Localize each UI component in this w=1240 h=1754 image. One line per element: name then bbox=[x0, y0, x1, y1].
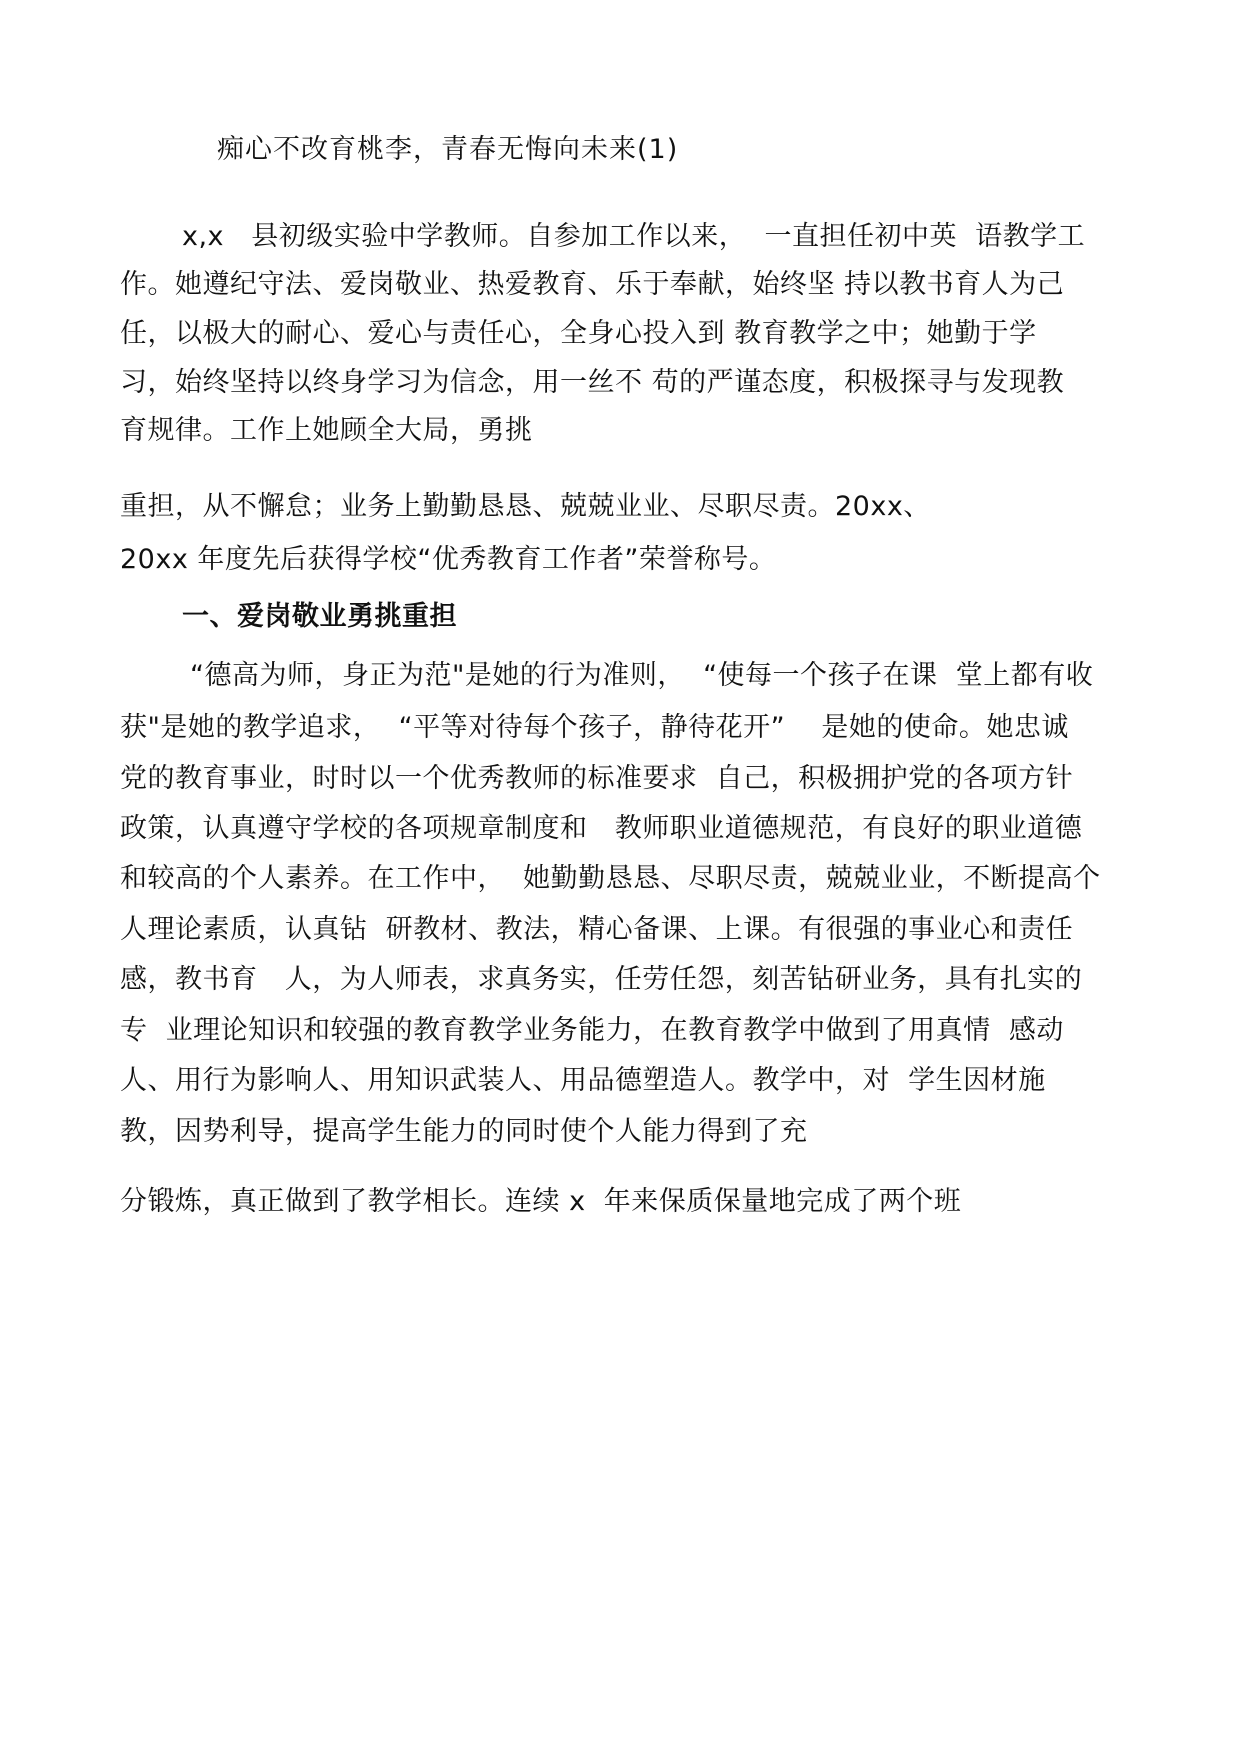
paragraph-line: 重担，从不懈怠；业务上勤勤恳恳、兢兢业业、尽职尽责。20xx、 bbox=[120, 491, 931, 522]
paragraph-line: x,x 县初级实验中学教师。自参加工作以来， 一直担任初中英 语教学工 bbox=[182, 221, 1086, 252]
paragraph-line: 政策，认真遵守学校的各项规章制度和 教师职业道德规范，有良好的职业道德 bbox=[120, 813, 1083, 844]
paragraph-line: 人理论素质，认真钻 研教材、教法，精心备课、上课。有很强的事业心和责任 bbox=[120, 914, 1074, 945]
paragraph-line: 获"是她的教学追求， “平等对待每个孩子，静待花开” 是她的使命。她忠诚 bbox=[120, 712, 1069, 743]
paragraph-line: 教，因势利导，提高学生能力的同时使个人能力得到了充 bbox=[120, 1116, 808, 1147]
paragraph-line: 育规律。工作上她顾全大局，勇挑 bbox=[120, 415, 533, 446]
paragraph-line: 作。她遵纪守法、爱岗敬业、热爱教育、乐于奉献，始终坚 持以教书育人为己 bbox=[120, 269, 1065, 300]
paragraph-line: 党的教育事业，时时以一个优秀教师的标准要求 自己，积极拥护党的各项方针 bbox=[120, 763, 1074, 794]
paragraph-line: 感，教书育 人，为人师表，求真务实，任劳任怨，刻苦钻研业务，具有扎实的 bbox=[120, 964, 1083, 995]
paragraph-line: 分锻炼，真正做到了教学相长。连续 x 年来保质保量地完成了两个班 bbox=[120, 1186, 962, 1217]
paragraph-line: 习，始终坚持以终身学习为信念，用一丝不 苟的严谨态度，积极探寻与发现教 bbox=[120, 367, 1065, 398]
document-title: 痴心不改育桃李，青春无悔向未来(1) bbox=[217, 134, 679, 165]
paragraph-line: “德高为师，身正为范"是她的行为准则， “使每一个孩子在课 堂上都有收 bbox=[190, 660, 1094, 691]
paragraph-line: 任，以极大的耐心、爱心与责任心，全身心投入到 教育教学之中；她勤于学 bbox=[120, 318, 1037, 349]
paragraph-line: 和较高的个人素养。在工作中， 她勤勤恳恳、尽职尽责，兢兢业业，不断提高个 bbox=[120, 863, 1101, 894]
paragraph-line: 人、用行为影响人、用知识武装人、用品德塑造人。教学中，对 学生因材施 bbox=[120, 1065, 1046, 1096]
paragraph-line: 20xx 年度先后获得学校“优秀教育工作者”荣誉称号。 bbox=[120, 544, 777, 575]
section-heading: 一、爱岗敬业勇挑重担 bbox=[182, 601, 457, 632]
paragraph-line: 专 业理论知识和较强的教育教学业务能力，在教育教学中做到了用真情 感动 bbox=[120, 1015, 1064, 1046]
